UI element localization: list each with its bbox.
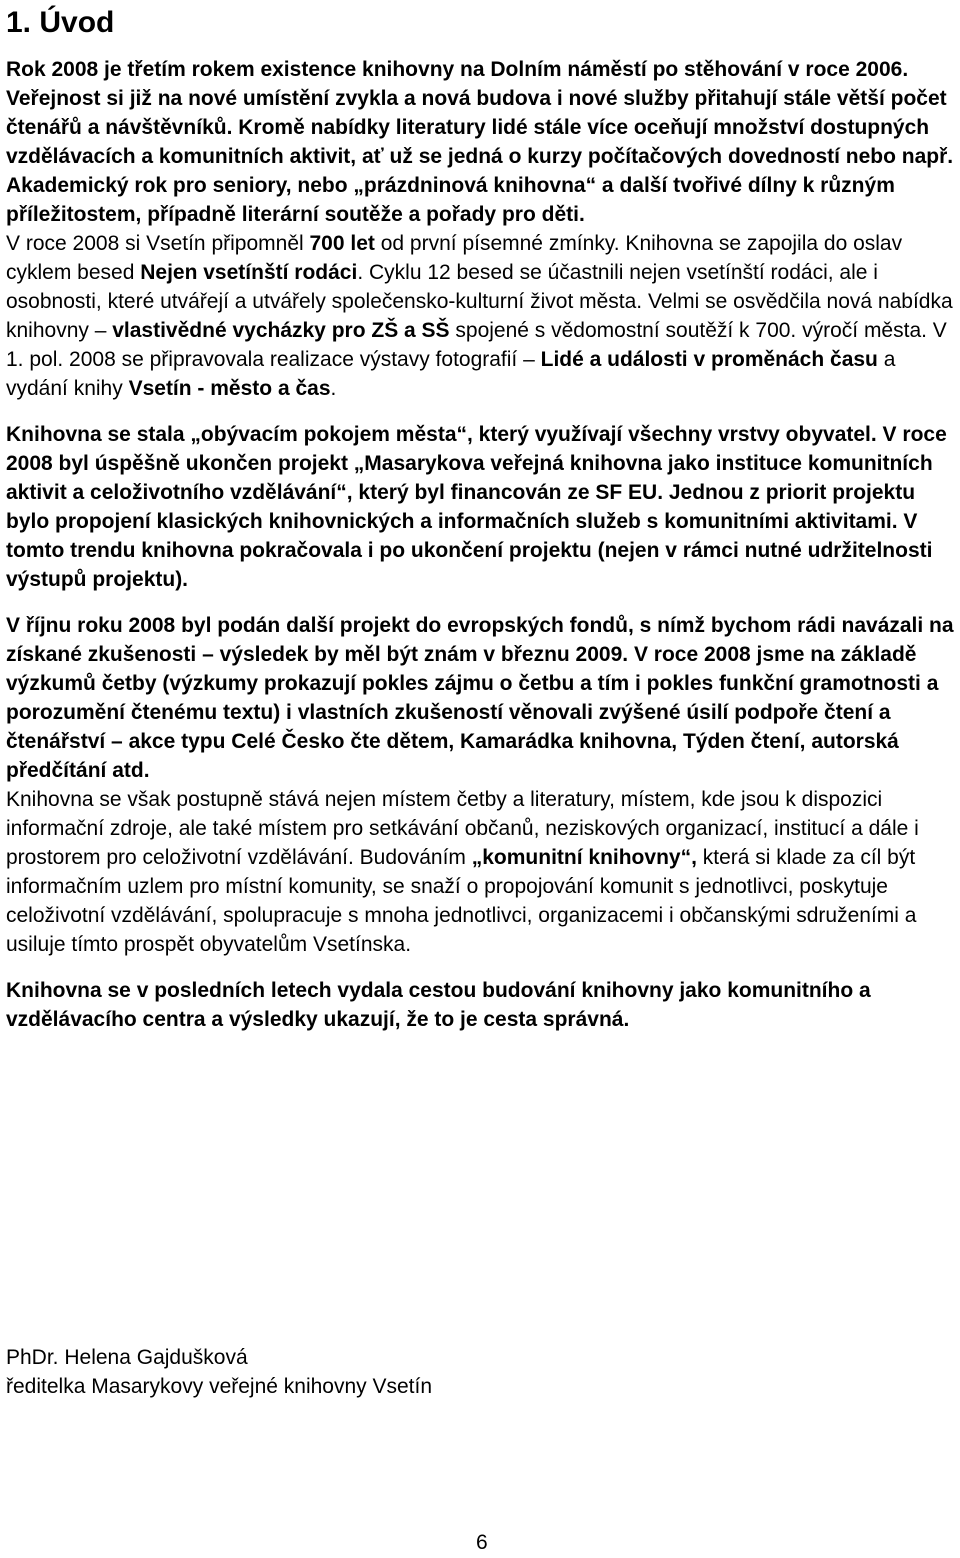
projekt-bold-text: V říjnu roku 2008 byl podán další projekt do evropských fondů, s nímž bychom rádi navázali na získané zkušenosti – výsledek by měl být znám v březnu 2009. V roce 2008 jsme na základě výzkumů četby (výzkumy prokazují pokles zájmu o četbu a tím i pokles funkční gramotnosti a porozumění čtenému textu) i vlastních zkušeností věnovali zvýšené úsilí podpoře čtení a čtenářství – akce typu Celé Česko čte dětem, Kamarádka knihovna, Týden čtení, autorská předčítání atd. [6, 614, 954, 782]
intro-text-4: spojené s vědomostní soutěží k 700. výročí města. V 1. pol. 2008 se připravovala realizace výstavy fotografií – [6, 319, 947, 371]
conclusion-text: Knihovna se v posledních letech vydala cestou budování knihovny jako komunitního a vzdělávacího centra a výsledky ukazují, že to je cesta správná. [6, 979, 871, 1031]
paragraph-obyvaci-pokoj [6, 420, 956, 594]
signature-block [6, 1343, 432, 1401]
paragraph-conclusion [6, 976, 956, 1034]
paragraph-projekt [6, 611, 956, 959]
page-number: 6 [476, 1531, 488, 1554]
intro-text-3: . Cyklu 12 besed se účastnili nejen vsetínští rodáci, ale i osobnosti, které utvářejí a utvářely společensko-kulturní život města. Velmi se osvědčila nová nabídka knihovny – [6, 261, 953, 342]
intro-bold-vystava: Lidé a události v proměnách času [540, 348, 878, 371]
intro-bold-vychazky: vlastivědné vycházky pro ZŠ a SŠ [112, 319, 450, 342]
paragraph-intro [6, 55, 956, 403]
intro-text-2: od první písemné zmínky. Knihovna se zapojila do oslav cyklem besed [6, 232, 903, 284]
signature-name: PhDr. Helena Gajdušková [6, 1346, 248, 1369]
projekt-text-2: která si klade za cíl být informačním uzlem pro místní komunity, se snaží o propojování komunit s jednotlivci, poskytuje celoživotní vzdělávání, spolupracuje s mnoha jednotlivci, organizacemi i občanskými sdruženími a usiluje tímto prospět obyvatelům Vsetínska. [6, 846, 917, 956]
signature-title: ředitelka Masarykovy veřejné knihovny Vsetín [6, 1375, 433, 1398]
intro-bold-700-let: 700 let [309, 232, 375, 255]
projekt-bold-komunitni: „komunitní knihovny“, [471, 846, 697, 869]
intro-text-6: . [330, 377, 337, 400]
intro-bold-text: Rok 2008 je třetím rokem existence knihovny na Dolním náměstí po stěhování v roce 2006. Veřejnost si již na nové umístění zvykla a nová budova i nové služby přitahují stále větší počet čtenářů a návštěvníků. Kromě nabídky literatury lidé stále více oceňují množství dostupných vzdělávacích a komunitních aktivit, ať už se jedná o kurzy počítačových dovedností nebo např. Akademický rok pro seniory, nebo „prázdninová knihovna“ a další tvořivé dílny k různým příležitostem, případně literární soutěže a pořady pro děti. [6, 58, 954, 226]
projekt-text-1: Knihovna se však postupně stává nejen místem četby a literatury, místem, kde jsou k dispozici informační zdroje, ale také místem pro setkávání občanů, neziskových organizací, institucí a dále i prostorem pro celoživotní vzdělávání. Budováním [6, 788, 919, 869]
intro-text-1: V roce 2008 si Vsetín připomněl [6, 232, 310, 255]
section-heading: 1. Úvod [6, 6, 115, 39]
intro-text-5: a vydání knihy [6, 348, 896, 400]
intro-bold-kniha: Vsetín - město a čas [128, 377, 331, 400]
intro-bold-nejen-rodaci: Nejen vsetínští rodáci [140, 261, 358, 284]
body-text [6, 55, 956, 1034]
obyvaci-pokoj-text: Knihovna se stala „obývacím pokojem města“, který využívají všechny vrstvy obyvatel. V roce 2008 byl úspěšně ukončen projekt „Masarykova veřejná knihovna jako instituce komunitních aktivit a celoživotního vzdělávání“, který byl financován ze SF EU. Jednou z priorit projektu bylo propojení klasických knihovnických a informačních služeb s komunitními aktivitami. V tomto trendu knihovna pokračovala i po ukončení projektu (nejen v rámci nutné udržitelnosti výstupů projektu). [6, 423, 947, 591]
